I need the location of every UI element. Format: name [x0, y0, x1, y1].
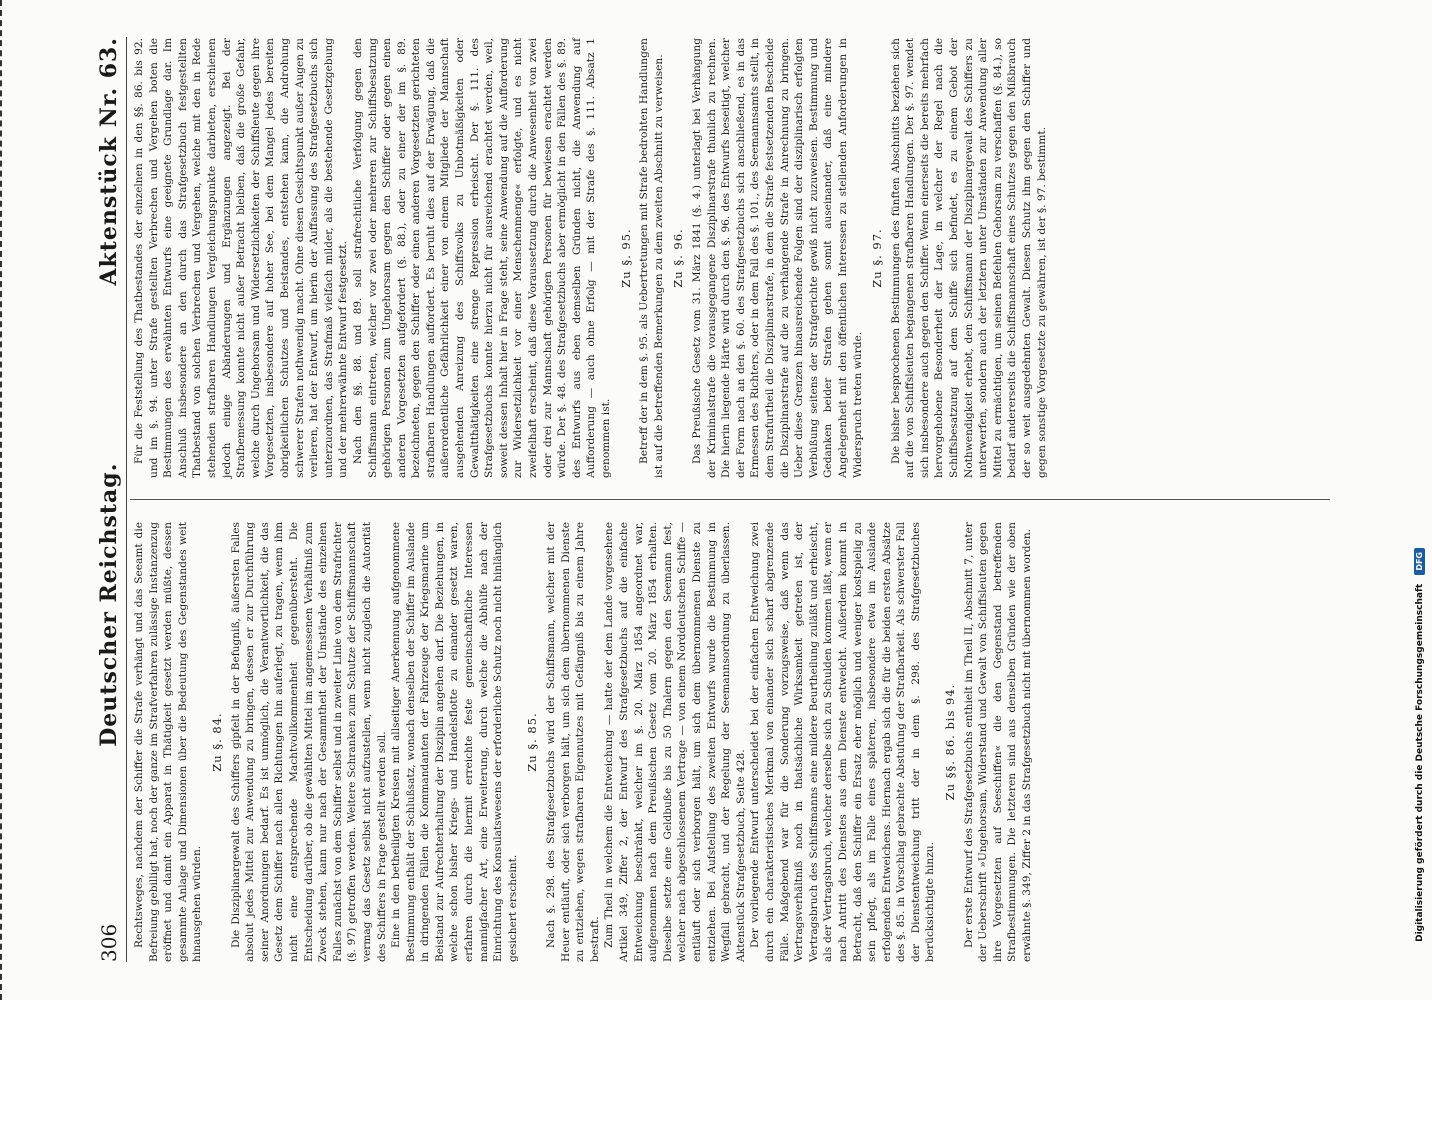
paragraph: Nach §. 298. des Strafgesetzbuchs wird der Schiffsmann, welcher mit der Heuer entläuft, oder sich verborgen hält, um sich dem übernommenen Dienste zu entziehen, wegen strafbaren Eigennutzes mit Gefängniß bis zu einem Jahre bestraft.	[545, 522, 601, 962]
paragraph: Die Disziplinargewalt des Schiffers gipfelt in der Befugniß, äußersten Falles absolut jedes Mittel zur Anwendung zu bringen, dessen er zur Durchführung seiner Anordnungen bedarf. Es ist unmöglich, die Verantwortlichkeit, die das Gesetz dem Schiffer nach allen Richtungen hin auferlegt, zu tragen, wenn ihm nicht eine entsprechende Machtvollkommenheit gegenübersteht. Die Entscheidung darüber, ob die gewählten Mittel im angemessenen Verhältniß zum Zweck stehen, kann nur nach der Gesammtheit der Umstände des einzelnen Falles zunächst von dem Schiffer selbst und in zweiter Linie von dem Strafrichter (§. 97) getroffen werden. Weitere Schranken zum Schutze der Schiffsmannschaft vermag das Gesetz selbst nicht aufzustellen, wenn nicht zugleich die Autorität des Schiffers in Frage gestellt werden soll.	[229, 522, 388, 962]
section-heading: Zu §. 85.	[525, 712, 540, 772]
paragraph: Zum Theil in welchem die Entweichung — hatte der dem Lande vorgesehene Artikel 349, Ziffer 2, der Entwurf des Strafgesetzbuchs auf die einfache Entweichung beschränkt, welcher im §. 20. März 1854 angeordnet war, aufgenommen nach dem Preußischen Gesetz vom 20. März 1854 erhalten. Dieselbe setzte eine Geldbuße bis zu 50 Thalern gegen den Seemann fest, welcher nach abgeschlossenem Vertrage — von einem Norddeutschen Schiffe — entläuft oder sich verborgen hält, um sich dem übernommenen Dienste zu entziehen. Bei Aufstellung des zweiten Entwurfs wurde die Bestimmung in Wegfall gebracht, und der Regelung der Seemannsordnung zu überlassen. Aktenstück Strafgesetzbuch, Seite 428.	[603, 522, 747, 962]
section-heading: Zu §. 95.	[618, 228, 633, 288]
paragraph: Die bisher besprochenen Bestimmungen des fünften Abschnitts beziehen sich auf die von Schiffsleuten begangenen strafbaren Handlungen. Der §. 97. wendet sich insbesondere auch gegen den Schiffer. Wenn einerseits die bereits mehrfach hervorgehobene Besonderheit der Lage, in welcher der Regel nach die Schiffsbesatzung auf dem Schiffe sich befindet, es zu einem Gebot der Nothwendigkeit erhebt, den Schiffsmann der Disziplinargewalt des Schiffers zu unterwerfen, sondern auch der letztern unter Umständen zur Anwendung aller Mittel zu ermächtigen, um seinen Befehlen Gehorsam zu verschaffen (§. 84.), so bedarf andererseits die Schiffsmannschaft eines Schutzes gegen den Mißbrauch der so weit ausgedehnten Gewalt. Diesen Schutz ihm gegen den Schiffer und gegen sonstige Vorgesetzte zu gewähren, ist der §. 97. bestimmt.	[889, 38, 1048, 478]
section-heading: Zu §. 84.	[209, 712, 224, 772]
page-edge	[0, 0, 10, 1000]
paragraph: Betreff der in dem §. 95. als Uebertretungen mit Strafe bedrohten Handlungen ist auf die betreffenden Bemerkungen zu dem zweiten Abschnitt zu verweisen.	[638, 38, 665, 478]
credit-text: Digitalisierung gefördert durch die Deutsche Forschungsgemeinschaft	[1415, 583, 1425, 942]
paragraph: Nach den §§. 88. und 89. soll strafrechtliche Verfolgung gegen den Schiffsmann eintreten, welcher vor zwei oder mehreren zur Schiffsbesatzung gehörigen Personen zum Ungehorsam gegen den Schiffer oder gegen einen anderen Vorgesetzten aufgefordert (§. 88.), oder zu einer der im §. 89. bezeichneten, gegen den Schiffer oder einen anderen Vorgesetzten gerichteten strafbaren Handlungen auffordert. Es beruht dies auf der Erwägung, daß die außerordentliche Gefährlichkeit einer von einem Mitgliede der Mannschaft ausgehenden Anreizung des Schiffsvolks zu Unbotmäßigkeiten oder Gewaltthätigkeiten eine strenge Repression erheischt. Der §. 111. des Strafgesetzbuchs konnte hierzu nicht für ausreichend erachtet werden, weil, soweit dessen Inhalt hier in Frage steht, seine Anwendung auf die Aufforderung zur Widersetzlichkeit vor einer Menschenmenge« erfolgte, und es nicht zweifelhaft erscheint, daß diese Voraussetzung durch die Anwesenheit von zwei oder drei zur Mannschaft gehörigen Personen für bewiesen erachtet werden würde. Der §. 48. des Strafgesetzbuchs aber ermöglicht in den Fällen des §. 89. des Entwurfs aus eben demselben Gründen nicht, die Anwendung auf Aufforderung — auch ohne Erfolg — mit der Strafe des §. 111. Absatz 1 genommen ist.	[351, 38, 612, 478]
right-text-column	[132, 38, 1049, 478]
header-left-title: Deutscher Reichstag.	[96, 462, 122, 747]
paragraph: Eine in den betheiligten Kreisen mit allseitiger Anerkennung aufgenommene Bestimmung enthält der Schlußsatz, wonach denselben der Schiffer im Auslande in dringenden Fällen die Kommandanten der Fahrzeuge der Kriegsmarine um Beistand zur Aufrechterhaltung der Disziplin angehen darf. Die Beziehungen, in welche schon bisher Kriegs- und Handelsflotte zu einander gesetzt waren, erfahren durch die hiermit erreichte feste gemeinschaftliche Interessen mannigfacher Art, eine Erweiterung, durch welche die Abhülfe nach der Einrichtung des Konsulatswesens der erforderliche Schutz noch nicht hinlänglich gesichert erscheint.	[390, 522, 519, 962]
paragraph: Der erste Entwurf des Strafgesetzbuchs enthielt im Theil II, Abschnitt 7, unter der Ueberschrift »Ungehorsam, Widerstand und Gewalt von Schiffsleuten gegen ihre Vorgesetzten auf Seeschiffen« die den Gegenstand betreffenden Strafbestimmungen. Die letzteren sind aus denselben Gründen wie der oben erwähnte §. 349, Ziffer 2 in das Strafgesetzbuch nicht mit übernommen worden.	[962, 522, 1034, 962]
left-text-column	[132, 522, 1035, 962]
paragraph: Rechtsweges, nachdem der Schiffer die Strafe verhängt und das Seeamt die Befreiung gebilligt hat, noch der ganze im Strafverfahren zulässige Instanzenzug eröffnet und damit ein Apparat in Thätigkeit gesetzt werden müßte, dessen gesammte Anlage und Dimensionen über die Bedeutung des Gegenstandes weit hinausgehen würden.	[133, 522, 204, 962]
section-heading: Zu §. 97.	[870, 228, 885, 288]
digitization-credit	[1414, 548, 1425, 1148]
page-number: 306	[97, 923, 121, 962]
header-right-title: Aktenstück Nr. 63.	[96, 37, 122, 286]
section-heading: Zu §§. 86. bis 94.	[943, 683, 958, 801]
page-header	[96, 37, 127, 962]
column-divider	[130, 499, 1330, 500]
section-heading: Zu §. 96.	[671, 228, 686, 288]
dfg-logo: DFG	[1414, 548, 1425, 575]
paragraph: Für die Feststellung des Thatbestandes der einzelnen in den §§. 86. bis 92. und im §. 94. unter Strafe gestellten Verbrechen und Vergehen boten die Bestimmungen des erwähnten Entwurfs eine geeignete Grundlage dar. Im Anschluß insbesondere an den durch das Strafgesetzbuch festgestellten Thatbestand von solchen Verbrechen und Vergehen, welche mit den in Rede stehenden strafbaren Handlungen Vergleichungspunkte darbieten, erschienen jedoch einige Abänderungen und Ergänzungen angezeigt. Bei der Strafbemessung konnte nicht außer Betracht bleiben, daß die große Gefahr, welche durch Ungehorsam und Widersetzlichkeiten der Schiffsleute gegen ihre Vorgesetzten, insbesondere auf hoher See, bei dem Mangel jedes bereiten obrigkeitlichen Schutzes und Beistandes, entstehen kann, die Androhung schwerer Strafen nothwendig macht. Ohne diesen Gesichtspunkt außer Augen zu verlieren, hat der Entwurf, um hierin der Auffassung des Strafgesetzbuchs sich unterzuordnen, das Strafmaß vielfach milder, als die bestehende Gesetzgebung und der mehrerwähnte Entwurf festgesetzt.	[133, 38, 350, 478]
paragraph: Der vorliegende Entwurf unterscheidet bei der einfachen Entweichung zwei durch ein charakteristisches Merkmal von einander sich scharf abgrenzende Fälle. Maßgebend war für die Sonderung vorzugsweise, daß wenn das Vertragsverhältniß noch in thatsächliche Wirksamkeit getreten ist, der Vertragsbruch des Schiffsmanns eine mildere Beurtheilung zuläßt und erheischt, als der Vertragsbruch, welcher derselbe sich zu Schulden kommen läßt, wenn er nach Antritt des Dienstes aus dem Dienste entweicht. Außerdem kommt in Betracht, daß den Schiffer ein Ersatz eher möglich und weniger kostspielig zu sein pflegt, als im Falle eines späteren, insbesondere etwa im Auslande erfolgenden Entweichens. Hiernach ergab sich die für die beiden ersten Absätze des §. 85. in Vorschlag gebrachte Abstufung der Strafbarkeit. Als schwerster Fall der Dienstentweichung tritt der in dem §. 298. des Strafgesetzbuches berücksichtigte hinzu.	[749, 522, 937, 962]
paragraph: Das Preußische Gesetz vom 31. März 1841 (§. 4.) unterlagt bei Verhängung der Kriminalstrafe die vorausgegangene Disziplinarstrafe thunlich zu rechnen. Die hierin liegende Härte wird durch den §. 96. des Entwurfs beseitigt, welcher der Form nach an den §. 60. des Strafgesetzbuchs sich anschließend, es in das Ermessen des Richters, oder in dem Fall des §. 101., des Seemannsamts stellt, in dem Strafurtheil die Disziplinarstrafe, in dem die Strafe festsetzenden Bescheide die Disziplinarstrafe auf die zu verhängende Strafe in Anrechnung zu bringen. Ueber diese Grenzen hinausreichende Folgen sind der disziplinarisch erfolgten Verbüßung seitens der Strafgerichte gewiß nicht zuzuweisen. Bestimmung und Gedanken beider Strafen gehen somit auseinander, daß eine mindere Angelegenheit mit den öffentlichen Interessen zu stellenden Anforderungen in Widerspruch treten würde.	[690, 38, 864, 478]
